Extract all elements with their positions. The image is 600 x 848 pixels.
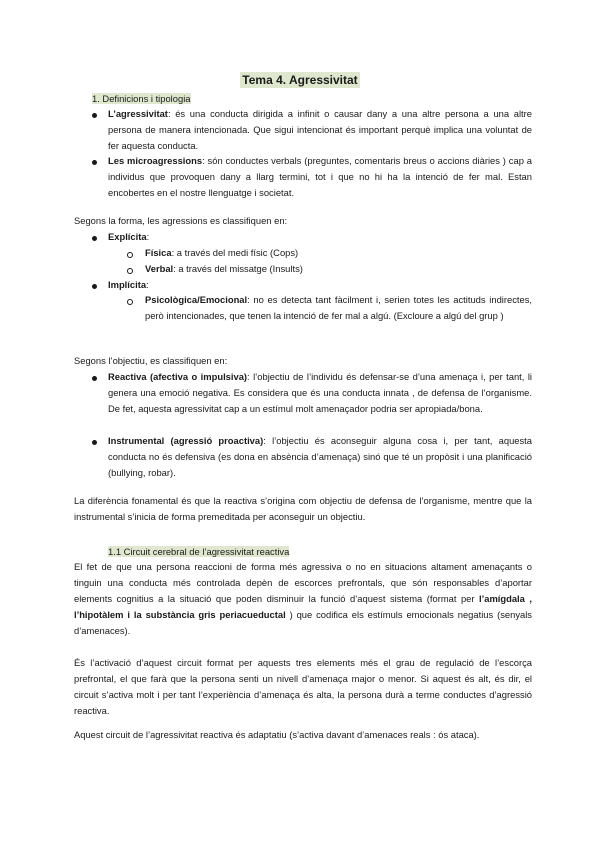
definition-microaggressions [108, 153, 532, 201]
bullet-icon [92, 284, 97, 289]
section-heading-text: 1.1 Circuit cerebral de l’agressivitat reactiva [108, 546, 290, 557]
text-verbal: : a través del missatge (Insults) [173, 263, 303, 274]
item-instrumental [108, 433, 532, 481]
text-reactiva: : l’objectiu de l’individu és defensar-se d’una amenaça i, per tant, li genera una emoció negativa. Es considera que és una conducta innata , de defensa de l’organisme. De fet, aquesta agressivitat cap a un estímul molt amenaçador podria ser apropiada/bona. [108, 371, 532, 414]
label-explicita: Explícita [108, 231, 147, 242]
term-aggressivity: L’agressivitat [108, 108, 168, 119]
circuit-paragraph-2: És l’activació d’aquest circuit format per aquests tres elements més el grau de regulació de l’escorça prefrontal, el que farà que la persona senti un nivell d’amenaça major o menor. Si aquest és alt, és dir, el circuit s’activa molt i per tant l’experiència d’amenaça és alta, la persona durà a terme conductes d’agressió reactiva. [74, 657, 532, 716]
colon: : [146, 231, 150, 242]
difference-paragraph: La diferència fonamental és que la reactiva s’origina com objectiu de defensa de l’organisme, mentre que la instrumental s’inicia de forma premeditada per aconseguir un objectiu. [74, 495, 532, 522]
section-heading-definitions [92, 91, 550, 107]
bullet-icon [92, 376, 97, 381]
section-heading-circuit [108, 544, 566, 560]
item-fisica [145, 245, 600, 261]
bullet-icon [92, 160, 97, 165]
bullet-icon [92, 113, 97, 118]
para1-part-c: ) que codifica els estímuls emocionals negatius (senyals d’amenaces). [74, 609, 532, 636]
text-fisica: : a través del medi físic (Cops) [171, 247, 299, 258]
text-instrumental: : l’objectiu és aconseguir alguna cosa i, per tant, aquesta conducta no és defensiva (es dona en absència d’amenaça) sinó que té un propòsit i una planificació (bullying, robar). [108, 435, 532, 478]
term-fisica: Física [145, 247, 172, 258]
term-psicologica: Psicològica/Emocional [145, 294, 248, 305]
circuit-paragraph-1 [74, 559, 532, 639]
item-reactiva [108, 369, 532, 417]
label-implicita: Implícita [108, 279, 147, 290]
section-heading-text: 1. Definicions i tipologia [92, 93, 191, 104]
term-verbal: Verbal [145, 263, 174, 274]
title-text: Tema 4. Agressivitat [242, 73, 358, 87]
sub-bullet-icon [127, 252, 133, 258]
text-aggressivity: : és una conducta dirigida a infinit o causar dany a una altre persona a una altre persona de manera intencionada. Que sigui intencionat és important perquè implica una voluntat de fer aquesta conducta. [108, 108, 532, 151]
term-reactiva: Reactiva (afectiva o impulsiva) [108, 371, 248, 382]
definition-aggressivity [108, 106, 532, 154]
text-microaggressions: : són conductes verbals (preguntes, comentaris breus o accions diàries ) cap a individus que provoquen dany a llarg termini, tot i que no hi ha la intenció de fer mal. Estan encobertes en el nostre llenguatge i societat. [108, 155, 532, 198]
sub-bullet-icon [127, 299, 133, 305]
form-intro: Segons la forma, les agressions es classifiquen en: [74, 215, 288, 226]
para1-bold-structures: l’amígdala , l’hipotàlem i la substància gris periacueductal [74, 593, 532, 620]
bullet-icon [92, 236, 97, 241]
term-instrumental: Instrumental (agressió proactiva) [108, 435, 264, 446]
item-implicita [108, 277, 566, 293]
page-title [0, 73, 600, 87]
circuit-paragraph-3: Aquest circuit de l’agressivitat reactiva és adaptatiu (s’activa davant d’amenaces reals : ós ataca). [74, 729, 480, 740]
term-microaggressions: Les microagressions [108, 155, 203, 166]
objective-intro: Segons l’objectiu, es classifiquen en: [74, 355, 228, 366]
colon: : [146, 279, 149, 290]
item-verbal [145, 261, 600, 277]
item-explicita [108, 229, 566, 245]
para1-part-a: El fet de que una persona reaccioni de forma més agressiva o no en situacions altament amenaçants o tinguin una conducta més controlada depèn de escorces prefrontals, que són responsables d’aportar elements cognitius a la situació que poden disminuir la funció d’aquest sistema (format per [74, 561, 532, 604]
item-psicologica [145, 292, 532, 324]
text-psicologica: : no es detecta tant fàcilment i, serien totes les actituds indirectes, però intencionades, que tenen la intenció de fer mal a algú. (Excloure a algú del grup ) [145, 294, 532, 321]
sub-bullet-icon [127, 268, 133, 274]
bullet-icon [92, 440, 97, 445]
